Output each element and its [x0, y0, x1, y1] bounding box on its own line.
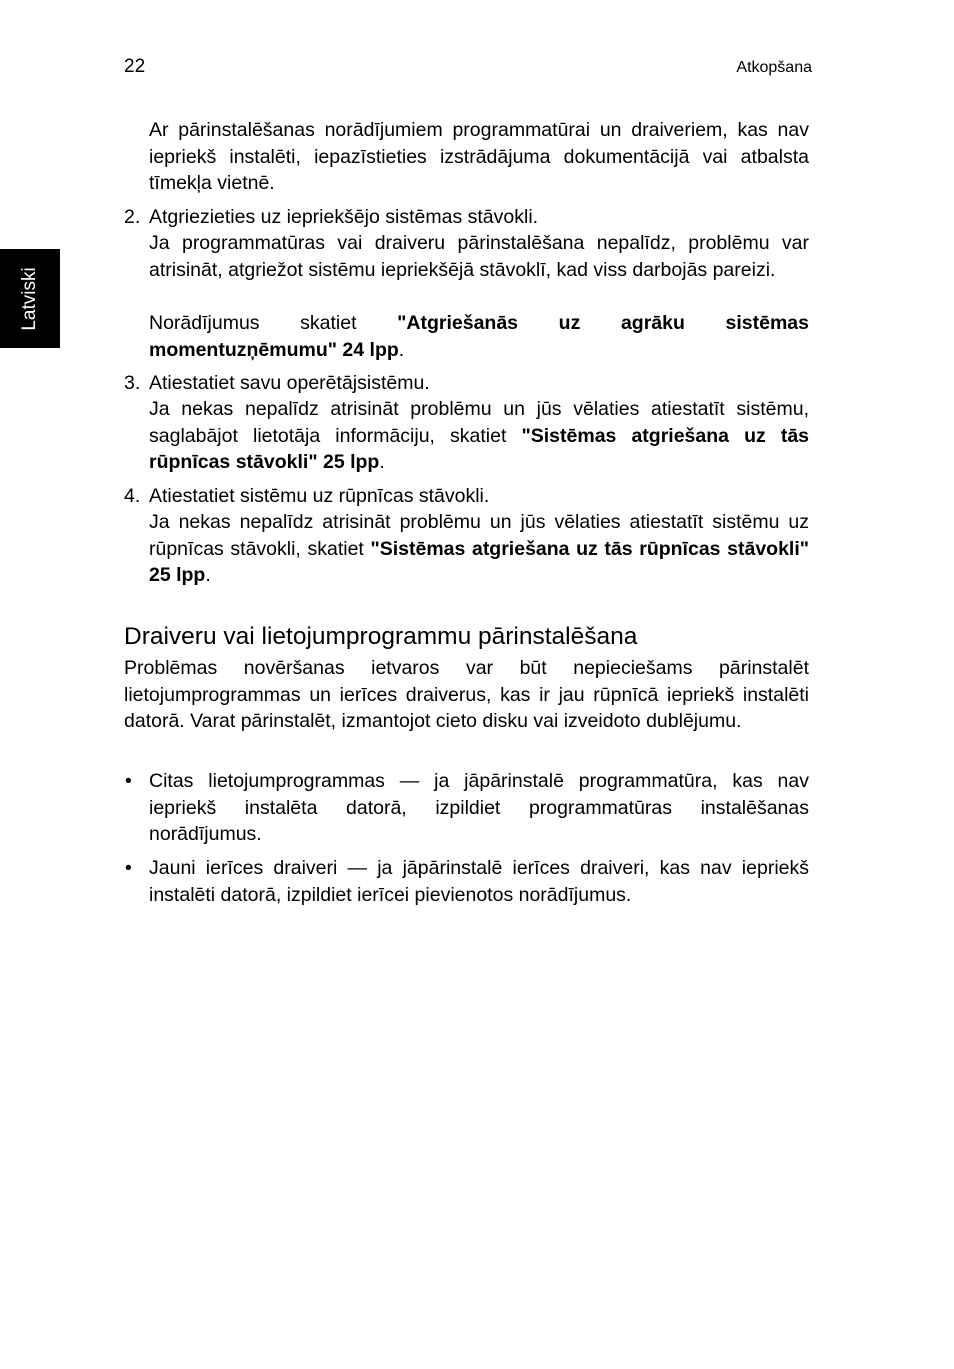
- section-heading: Draiveru vai lietojumprogrammu pārinstalēšana: [124, 623, 638, 650]
- bullet-item: Citas lietojumprogrammas — ja jāpārinstalē programmatūra, kas nav iepriekš instalēta datorā, izpildiet programmatūras instalēšanas norādījumus.: [149, 770, 809, 845]
- language-side-tab: [0, 249, 60, 348]
- step-title: Atiestatiet savu operētājsistēmu.: [149, 372, 430, 394]
- step-reference: [149, 310, 809, 363]
- bullet-symbol: •: [125, 857, 132, 879]
- bullet-item: Jauni ierīces draiveri — ja jāpārinstalē ierīces draiveri, kas nav iepriekš instalēti datorā, izpildiet ierīcei pievienotos norādījumus.: [149, 857, 809, 906]
- body-prefix: Ja nekas nepalīdz atrisināt problēmu un jūs vēlaties atiestatīt sistēmu uz rūpnīcas stāvokli, skatiet: [149, 511, 809, 560]
- step-body: Ja programmatūras vai draiveru pārinstalēšana nepalīdz, problēmu var atrisināt, atgriežot sistēmu iepriekšējā stāvoklī, kad viss darbojās pareizi.: [149, 232, 809, 281]
- bullet-symbol: •: [125, 770, 132, 792]
- reference-link-text: "Sistēmas atgriešana uz tās rūpnīcas stāvokli" 25 lpp: [149, 537, 809, 586]
- body-suffix: .: [205, 564, 211, 586]
- step-title: Atiestatiet sistēmu uz rūpnīcas stāvokli.: [149, 485, 490, 507]
- running-title: Atkopšana: [736, 59, 812, 76]
- step-body: [149, 509, 809, 589]
- step-number: 4.: [124, 485, 141, 507]
- reference-link-text: "Atgriešanās uz agrāku sistēmas momentuzņēmumu" 24 lpp: [149, 312, 809, 361]
- side-tab-label: Latviski: [19, 267, 40, 331]
- reference-suffix: .: [398, 338, 405, 361]
- reference-link-text: "Sistēmas atgriešana uz tās rūpnīcas stāvokli" 25 lpp: [149, 424, 810, 473]
- reference-prefix: Norādījumus skatiet: [149, 312, 398, 334]
- step-number: 3.: [124, 372, 141, 394]
- step-body: [149, 396, 809, 476]
- intro-paragraph: Ar pārinstalēšanas norādījumiem programmatūrai un draiveriem, kas nav iepriekš instalēti, iepazīstieties izstrādājuma dokumentācijā vai atbalsta tīmekļa vietnē.: [149, 119, 809, 194]
- section-intro: Problēmas novēršanas ietvaros var būt nepieciešams pārinstalēt lietojumprogrammas un ierīces draiverus, kas ir jau rūpnīcā iepriekš instalēti datorā. Varat pārinstalēt, izmantojot cieto disku vai izveidoto dublējumu.: [124, 657, 809, 732]
- step-title: Atgriezieties uz iepriekšējo sistēmas stāvokli.: [149, 206, 539, 228]
- body-prefix: Ja nekas nepalīdz atrisināt problēmu un jūs vēlaties atiestatīt sistēmu, saglabājot lietotāja informāciju, skatiet: [149, 398, 809, 447]
- page-number: 22: [124, 56, 146, 77]
- step-number: 2.: [124, 206, 141, 228]
- body-suffix: .: [379, 451, 385, 473]
